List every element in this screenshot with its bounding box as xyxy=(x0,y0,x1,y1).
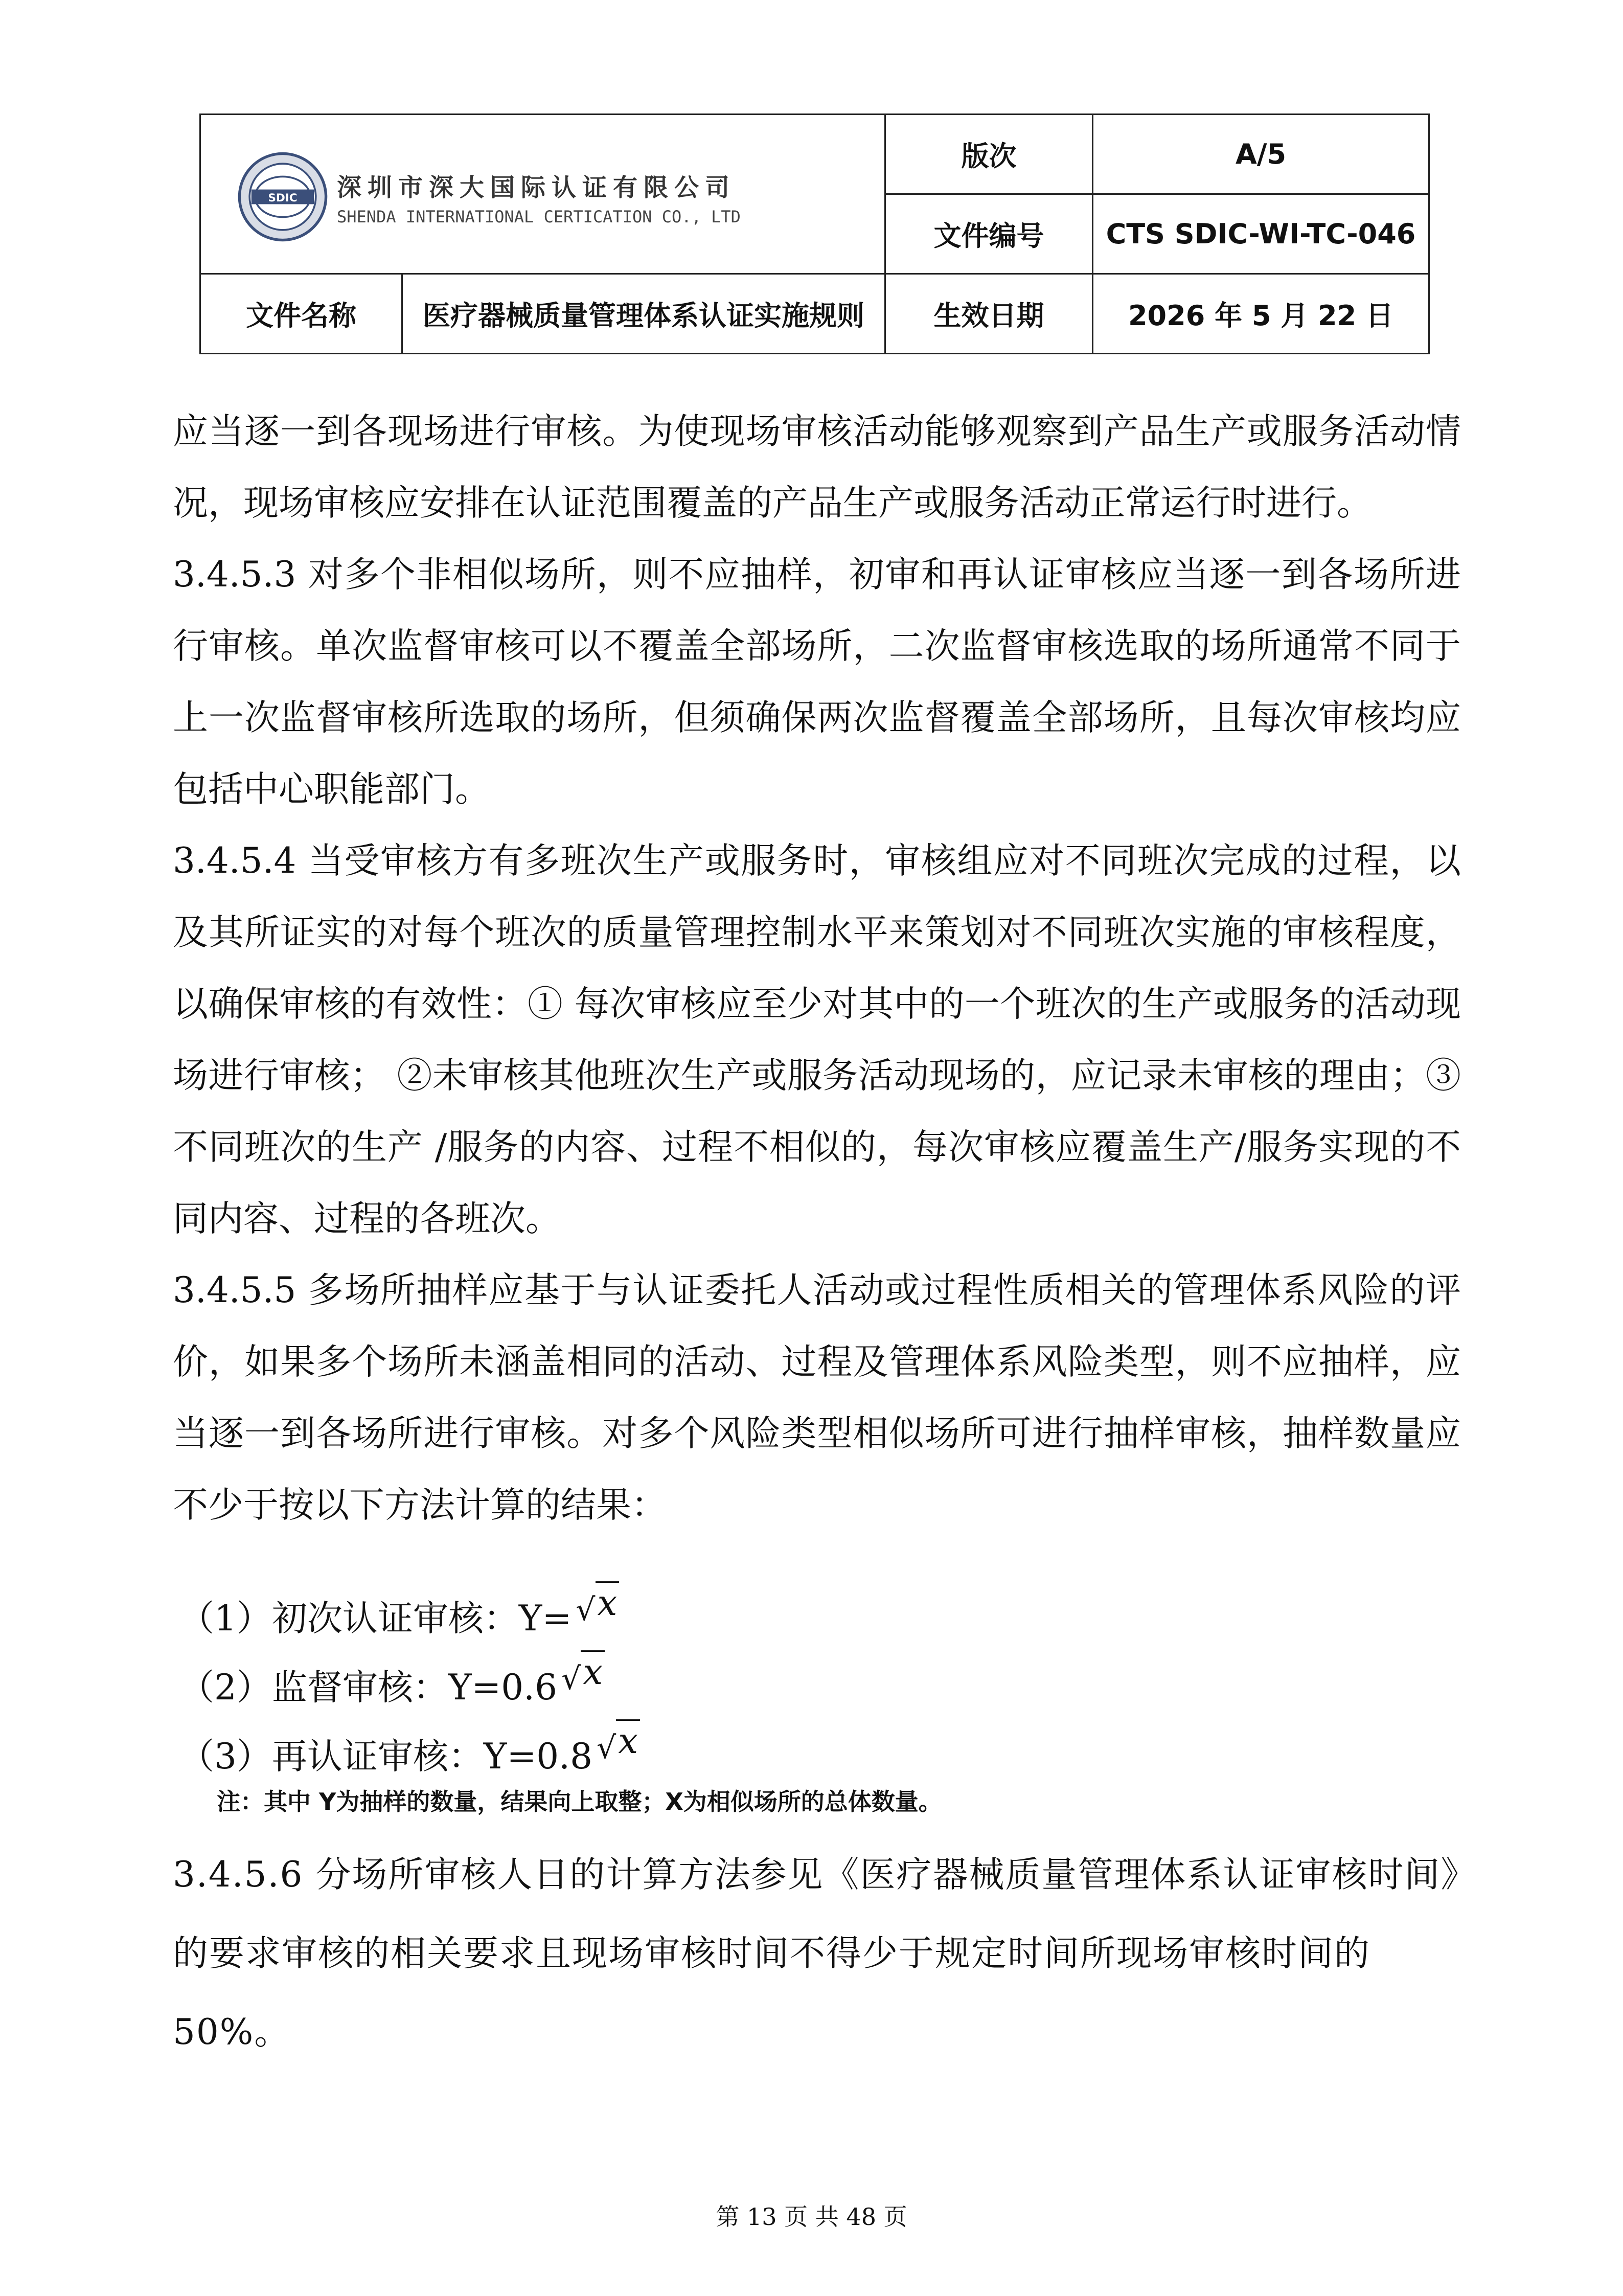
doc-number-label: 文件编号 xyxy=(885,194,1093,274)
formula-surveillance-audit: （2）监督审核：Y=0.6 √x xyxy=(179,1659,605,1710)
formula-recertification-audit: （3）再认证审核：Y=0.8 √x xyxy=(179,1728,640,1779)
sqrt-x: √x xyxy=(576,1598,619,1639)
company-name-cn: 深圳市深大国际认证有限公司 xyxy=(337,173,736,202)
formula-note: 注：其中 Y为抽样的数量，结果向上取整；X为相似场所的总体数量。 xyxy=(217,1788,942,1815)
sqrt-x: √x xyxy=(561,1667,605,1708)
sqrt-x: √x xyxy=(597,1736,640,1777)
body-paragraphs xyxy=(173,396,1461,1541)
formula-initial-audit: （1）初次认证审核：Y= √x xyxy=(179,1590,619,1641)
effective-date-value: 2026 年 5 月 22 日 xyxy=(1093,274,1429,354)
doc-name-value: 医疗器械质量管理体系认证实施规则 xyxy=(402,274,885,354)
clause-3-4-5-4: 3.4.5.4 当受审核方有多班次生产或服务时，审核组应对不同班次完成的过程，以及其所证实的对每个班次的质量管理控制水平来策划对不同班次实施的审核程度，以确保审核的有效性：① 每次审核应至少对其中的一个班次的生产或服务的活动现场进行审核； ②未审核其他班次生产或服务活动现场的，应记录未审核的理由；③不同班次的生产 /服务的内容、过程不相似的，每次审核应覆盖生产/服务实现的不同内容、过程的各班次。 xyxy=(173,840,1461,1239)
paragraph-continuation: 应当逐一到各现场进行审核。为使现场审核活动能够观察到产品生产或服务活动情况，现场审核应安排在认证范围覆盖的产品生产或服务活动正常运行时进行。 xyxy=(173,411,1461,524)
company-seal-icon xyxy=(237,151,329,243)
doc-name-label: 文件名称 xyxy=(200,274,402,354)
version-label: 版次 xyxy=(885,115,1093,194)
company-name-en: SHENDA INTERNATIONAL CERTICATION CO., LTD xyxy=(337,207,741,226)
clause-3-4-5-3: 3.4.5.3 对多个非相似场所，则不应抽样，初审和再认证审核应当逐一到各场所进行审核。单次监督审核可以不覆盖全部场所，二次监督审核选取的场所通常不同于上一次监督审核所选取的场所，但须确保两次监督覆盖全部场所，且每次审核均应包括中心职能部门。 xyxy=(173,554,1461,810)
clause-3-4-5-6: 3.4.5.6 分场所审核人日的计算方法参见《医疗器械质量管理体系认证审核时间》的要求审核的相关要求且现场审核时间不得少于规定时间所现场审核时间的 50%。 xyxy=(173,1854,1459,2053)
document-header-table xyxy=(199,113,1430,354)
svg-text:SDIC: SDIC xyxy=(268,192,298,204)
effective-date-label: 生效日期 xyxy=(885,274,1093,354)
doc-number-value: CTS SDIC-WI-TC-046 xyxy=(1093,194,1429,274)
company-logo-cell xyxy=(200,115,885,274)
page-footer: 第 13 页 共 48 页 xyxy=(716,2203,907,2231)
version-value: A/5 xyxy=(1093,115,1429,194)
clause-3-4-5-5: 3.4.5.5 多场所抽样应基于与认证委托人活动或过程性质相关的管理体系风险的评价，如果多个场所未涵盖相同的活动、过程及管理体系风险类型，则不应抽样，应当逐一到各场所进行审核。对多个风险类型相似场所可进行抽样审核，抽样数量应不少于按以下方法计算的结果： xyxy=(173,1270,1461,1526)
